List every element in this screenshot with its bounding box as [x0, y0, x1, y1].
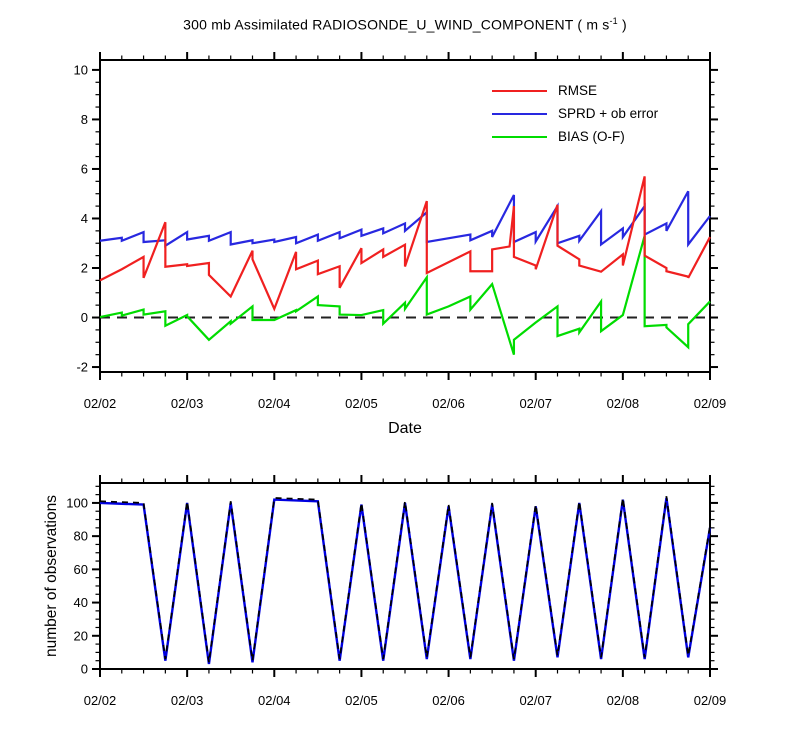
chart-title-superscript: -1: [609, 16, 618, 26]
bottom-panel-ytick-label: 20: [73, 628, 88, 644]
sprd-line: [100, 191, 710, 245]
legend-label-rmse: RMSE: [558, 83, 598, 98]
top-panel-ytick-label: 2: [80, 260, 88, 276]
legend: [492, 79, 658, 148]
bottom-panel-xtick-label: 02/09: [693, 693, 727, 708]
top-panel-xtick-label: 02/03: [170, 396, 204, 411]
sprd-line-swatch: [492, 113, 547, 115]
bias-line-swatch: [492, 136, 547, 138]
obs-used-line: [100, 498, 710, 664]
chart-title-prefix: 300 mb Assimilated RADIOSONDE_U_WIND_COMPONENT ( m s: [183, 16, 610, 33]
obs-possible-line: [100, 496, 710, 662]
top-panel-xtick-label: 02/06: [432, 396, 465, 411]
bottom-panel-xtick-label: 02/07: [519, 693, 552, 708]
bottom-panel-xtick-label: 02/05: [345, 693, 378, 708]
bottom-panel-ytick-label: 0: [80, 661, 88, 677]
top-panel-xtick-label: 02/09: [693, 396, 727, 411]
bottom-panel-xtick-label: 02/03: [170, 693, 204, 708]
legend-row-bias: [492, 125, 658, 148]
top-panel-ytick-label: 10: [73, 62, 88, 78]
top-panel-xtick-label: 02/04: [258, 396, 291, 411]
top-panel-ytick-label: 6: [80, 161, 88, 177]
top-panel-ytick-label: 8: [80, 111, 88, 127]
bottom-panel-xtick-label: 02/04: [258, 693, 291, 708]
top-panel-xtick-label: 02/02: [83, 396, 117, 411]
top-panel-ytick-label: -2: [76, 359, 88, 375]
top-panel-xtick-label: 02/08: [606, 396, 640, 411]
top-panel-xtick-label: 02/07: [519, 396, 552, 411]
top-panel-xtick-label: 02/05: [345, 396, 378, 411]
legend-row-rmse: [492, 79, 658, 102]
bottom-panel-ytick-label: 100: [66, 495, 88, 511]
bottom-panel-xtick-label: 02/08: [606, 693, 640, 708]
legend-label-sprd: SPRD + ob error: [558, 106, 659, 121]
top-panel-ytick-label: 4: [80, 210, 88, 226]
rmse-line-swatch: [492, 90, 547, 92]
top-panel-ytick-label: 0: [80, 310, 88, 326]
bottom-panel-xtick-label: 02/02: [83, 693, 117, 708]
bottom-panel-xtick-label: 02/06: [432, 693, 465, 708]
bottom-panel-ytick-label: 40: [73, 595, 88, 611]
legend-row-sprd: [492, 102, 658, 125]
bottom-panel-ytick-label: 60: [73, 561, 88, 577]
rmse-line: [100, 176, 710, 308]
x-axis-title: Date: [388, 420, 422, 437]
chart-title-suffix: ): [617, 16, 627, 33]
bottom-panel-ytick-label: 80: [73, 528, 88, 544]
legend-label-bias: BIAS (O-F): [558, 129, 625, 144]
bottom-y-axis-title: number of observations: [43, 495, 60, 657]
